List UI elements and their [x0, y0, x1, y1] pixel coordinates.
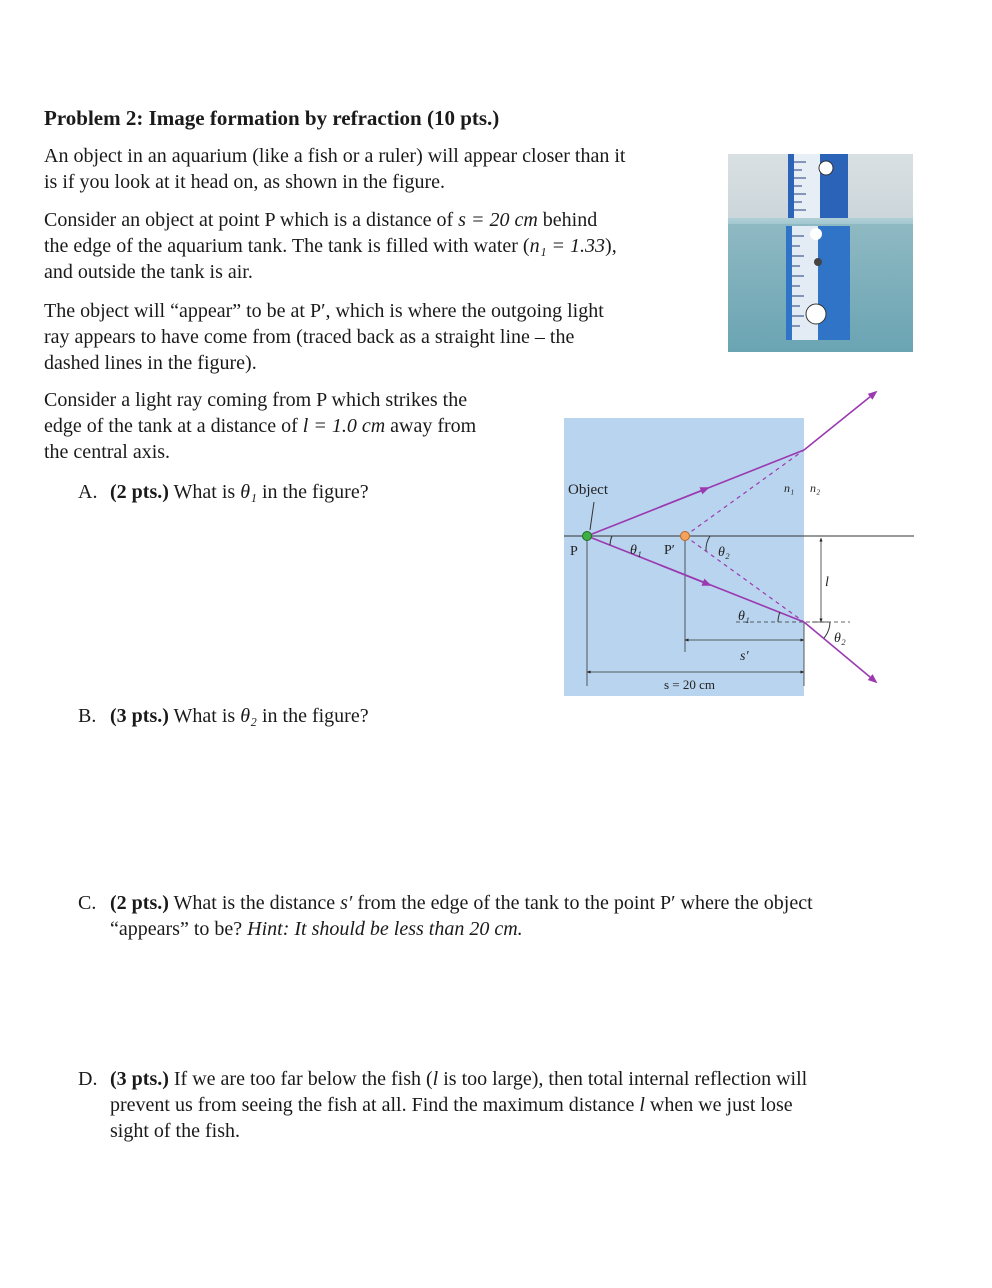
intro-line: Consider a light ray coming from P which strikes the	[44, 389, 468, 411]
hint-text: Hint: It should be less than 20 cm.	[247, 918, 523, 940]
intro-line: An object in an aquarium (like a fish or a ruler) will appear closer than it	[44, 145, 626, 167]
intro-line: is if you look at it head on, as shown in the figure.	[44, 171, 446, 193]
question-b	[78, 703, 538, 729]
label-theta2-edge: θ₂	[834, 631, 846, 646]
refraction-diagram	[560, 386, 920, 698]
intro-line: the edge of the aquarium tank. The tank is filled with water (n₁ = 1.33),	[44, 235, 617, 257]
intro-line: The object will “appear” to be at P′, which is where the outgoing light	[44, 300, 604, 322]
question-label: A.	[78, 481, 98, 503]
question-label: B.	[78, 705, 97, 727]
question-body: (3 pts.) What is θ₂ in the figure?	[110, 705, 369, 727]
intro-paragraph-3	[44, 298, 604, 376]
ray-upper-out	[804, 392, 876, 450]
ruler-hole-top	[819, 161, 833, 175]
question-c	[78, 890, 978, 942]
ruler-hole-bottom	[806, 304, 826, 324]
intro-line: dashed lines in the figure).	[44, 352, 257, 374]
label-pprime: P′	[664, 543, 675, 558]
object-label: Object	[568, 482, 608, 498]
label-l: l	[825, 575, 829, 590]
question-body: (2 pts.) What is θ₁ in the figure?	[110, 481, 369, 503]
water-surface	[728, 218, 913, 224]
math-n1: n₁ = 1.33	[529, 235, 606, 257]
object-point-p	[583, 532, 592, 541]
question-body: (2 pts.) What is the distance s′ from the edge of the tank to the point P′ where the object “appears” to be? Hint: It should be less than 20 cm.	[110, 892, 813, 940]
water-region	[564, 418, 804, 696]
label-theta1-p: θ₁	[630, 543, 642, 558]
label-p: P	[570, 544, 578, 559]
theta2-arc-edge	[824, 622, 830, 638]
question-d	[78, 1066, 978, 1146]
intro-paragraph-1	[44, 143, 625, 195]
label-theta2-pprime: θ₂	[718, 545, 730, 560]
math-l: l = 1.0 cm	[302, 415, 386, 437]
aquarium-ruler-photo	[728, 154, 913, 352]
intro-line: edge of the tank at a distance of l = 1.0 cm away from	[44, 415, 477, 437]
intro-line: and outside the tank is air.	[44, 261, 253, 283]
label-theta1-edge: θ₁	[738, 609, 750, 624]
math-s: s = 20 cm	[458, 209, 538, 231]
label-n1: n₁	[784, 481, 795, 495]
label-n2: n₂	[810, 481, 821, 495]
intro-line: ray appears to have come from (traced back as a straight line – the	[44, 326, 575, 348]
question-body: (3 pts.) If we are too far below the fish (l is too large), then total internal reflection will prevent us from seeing the fish at all. Find the maximum distance l when we just lose sight of the fish.	[110, 1068, 808, 1142]
ruler-mark	[814, 258, 822, 266]
question-label: D.	[78, 1068, 98, 1090]
question-label: C.	[78, 892, 97, 914]
ruler-hole-mid	[810, 228, 822, 240]
problem-title: Problem 2: Image formation by refraction (10 pts.)	[44, 106, 500, 130]
label-s: s = 20 cm	[664, 677, 716, 692]
intro-line: the central axis.	[44, 441, 171, 463]
intro-paragraph-4	[44, 387, 476, 465]
intro-line: Consider an object at point P which is a distance of s = 20 cm behind	[44, 209, 598, 231]
label-sprime: s′	[740, 649, 749, 664]
intro-paragraph-2	[44, 207, 617, 285]
question-a	[78, 479, 538, 505]
image-point-pprime	[681, 532, 690, 541]
